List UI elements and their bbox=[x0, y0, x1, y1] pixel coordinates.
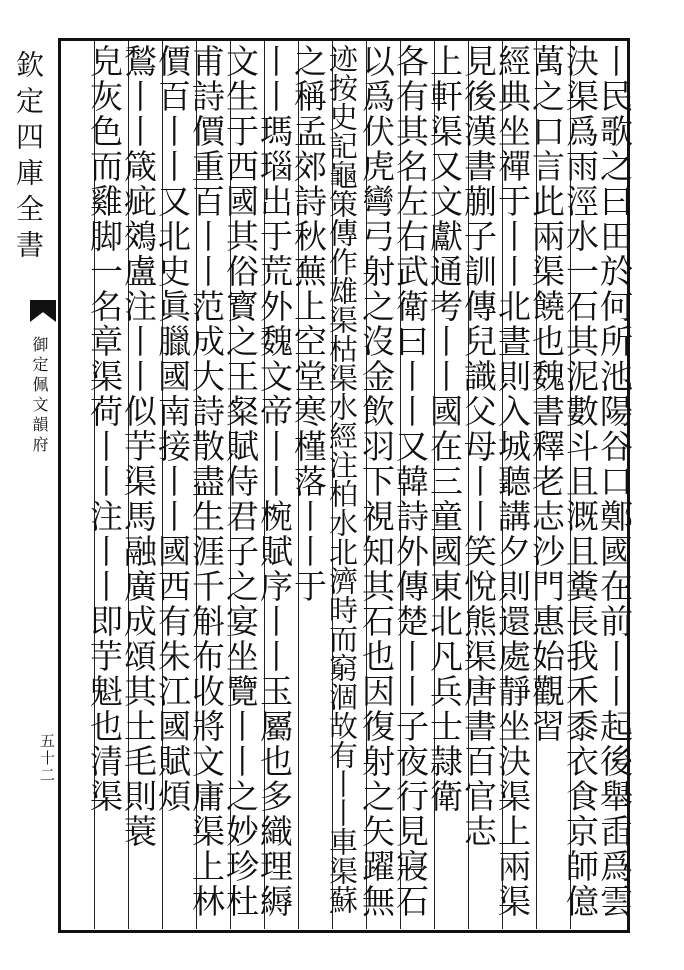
text-column: 甫詩價重百丨丨范成大詩散盡生涯千斛布收將文庸渠上林 bbox=[187, 44, 226, 919]
text-column: 萬之口言此兩渠饒也魏書釋老志沙門惠始觀習 bbox=[527, 44, 566, 744]
text-column: 鶖丨丨箴疵鵁盧注丨丨似芋渠馬融廣成頌其土毛則蓑 bbox=[119, 44, 158, 849]
folio-number: 五十二 bbox=[38, 733, 56, 784]
text-column: 各有其名左右武衛曰丨丨又韓詩外傳楚丨丨子夜行見寢石 bbox=[391, 44, 430, 919]
text-column: 丨丨瑪瑙出于荒外魏文帝丨丨椀賦序丨丨玉屬也多織理縟 bbox=[255, 44, 294, 919]
text-column: 見後漢書蒯子訓傳兒識父母丨丨笑悅熊渠唐書百官志 bbox=[459, 44, 498, 849]
book-title: 欽定四庫全書 bbox=[12, 50, 45, 266]
text-column: 迹按史記龜策傳作雄渠枯渠水經注柏水北濟時而窮涸故有丨丨車渠蘇 bbox=[325, 44, 359, 914]
text-column: 決渠爲雨涇水一石其泥數斗且溉且糞長我禾黍衣食京師億 bbox=[561, 44, 600, 919]
text-column: 價百丨丨又北史眞臘國南接丨丨國西有朱江國賦煩 bbox=[153, 44, 192, 814]
text-column: 上軒渠又文獻通考丨丨國在三童國東北凡兵士隷衛 bbox=[425, 44, 464, 814]
text-column: 以爲伏虎彎弓射之沒金飲羽下視知其石也因復射之矢躍無 bbox=[357, 44, 396, 919]
text-column: 文生于西國其俗寳之王粲賦侍君子之宴坐覽丨丨之妙珍杜 bbox=[221, 44, 260, 919]
edition-title: 御定佩文韻府 bbox=[30, 336, 49, 456]
text-column: 皃灰色而雞脚一名章渠荷丨丨注丨丨即芋魁也清渠 bbox=[85, 44, 124, 814]
fish-tail-mark bbox=[30, 300, 56, 322]
text-column: 丨民歌之曰田於何所池陽谷口鄭國在前丨丨起後舉臿爲雲 bbox=[595, 44, 634, 919]
text-column: 之稱孟郊詩秋蕪上空堂寒槿落丨丨于 bbox=[289, 44, 328, 604]
text-column: 經典坐禪于丨丨北晝則入城聽講夕則還處靜坐決渠上兩渠 bbox=[493, 44, 532, 919]
